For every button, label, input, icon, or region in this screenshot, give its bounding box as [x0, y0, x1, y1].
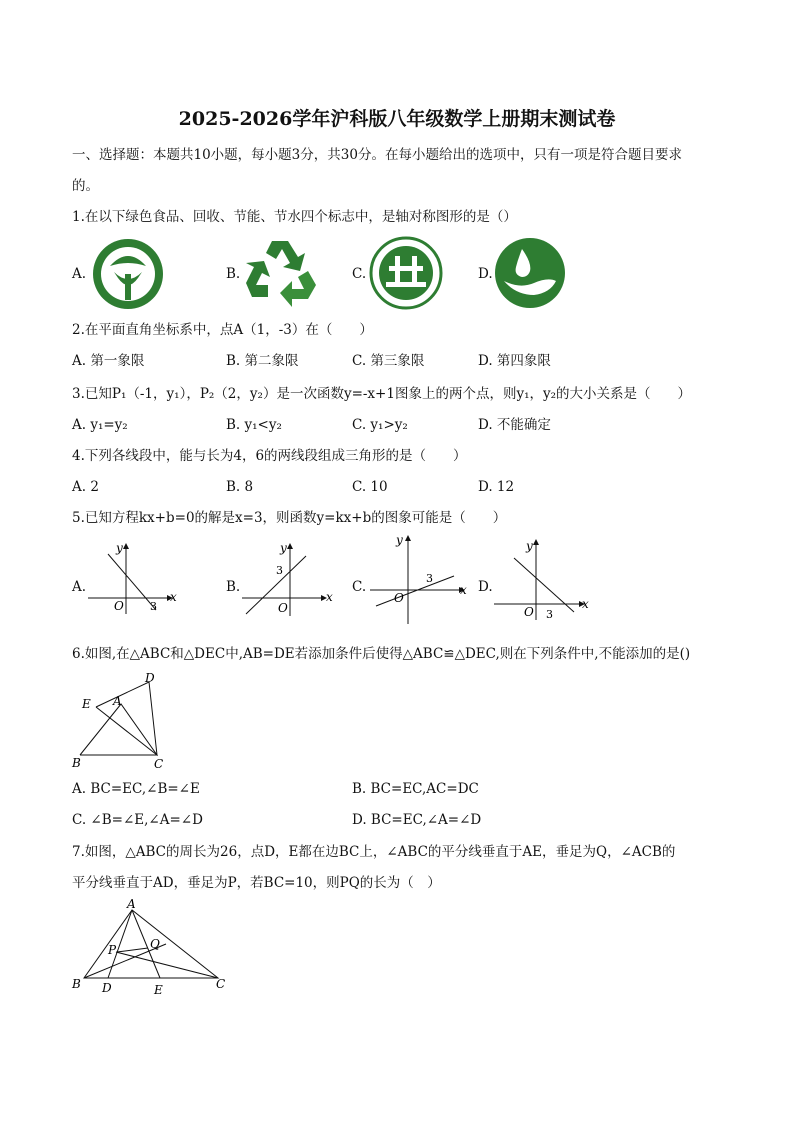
q2-stem: 2.在平面直角坐标系中，点A（1，-3）在（ ）: [72, 322, 373, 338]
section-heading-line1: 一、选择题：本题共10小题，每小题3分，共30分。在每小题给出的选项中，只有一项是符合题目要求: [72, 147, 682, 163]
q3-option-d: D. 不能确定: [478, 417, 551, 433]
q4-option-a: A. 2: [72, 479, 99, 495]
q7-point-c: C: [216, 977, 226, 991]
q7-point-e: E: [154, 983, 163, 997]
q5c-mark: 3: [426, 572, 433, 585]
energy-saving-logo-icon: [369, 236, 443, 310]
q3-option-c: C. y₁>y₂: [352, 417, 408, 433]
q6-point-b: B: [72, 756, 81, 770]
q4-option-c: C. 10: [352, 479, 388, 495]
q7-point-b: B: [72, 977, 81, 991]
q2-option-c: C. 第三象限: [352, 353, 425, 369]
q5b-y-label: y: [280, 541, 287, 555]
section-heading-line2: 的。: [72, 178, 99, 194]
q5-label-b: B.: [226, 579, 241, 595]
q7-figure: [70, 896, 236, 1000]
q7-stem-line1: 7.如图，△ABC的周长为26，点D，E都在边BC上，∠ABC的平分线垂直于AE，垂足为Q，∠ACB的: [72, 844, 676, 860]
q6-option-b: B. BC=EC,AC=DC: [352, 781, 479, 797]
q5a-origin: O: [114, 599, 124, 613]
q5d-y-label: y: [526, 539, 533, 553]
page-title: 2025-2026学年沪科版八年级数学上册期末测试卷: [178, 108, 616, 130]
q5d-origin: O: [524, 605, 534, 619]
q2-option-a: A. 第一象限: [72, 353, 145, 369]
water-saving-logo-icon: [494, 237, 566, 309]
q1-label-a: A.: [72, 266, 87, 282]
q1-label-c: C.: [352, 266, 367, 282]
q5-graph-d: [492, 536, 592, 622]
q1-label-d: D.: [478, 266, 493, 282]
q5b-x-label: x: [326, 590, 333, 604]
q6-option-a: A. BC=EC,∠B=∠E: [72, 781, 200, 797]
q3-option-a: A. y₁=y₂: [72, 417, 128, 433]
q6-point-a: A: [113, 694, 122, 708]
q7-stem-line2: 平分线垂直于AD，垂足为P，若BC=10，则PQ的长为（ ）: [72, 875, 441, 891]
q4-option-d: D. 12: [478, 479, 515, 495]
q1-stem: 1.在以下绿色食品、回收、节能、节水四个标志中，是轴对称图形的是（）: [72, 209, 517, 225]
q3-stem: 3.已知P₁（-1，y₁），P₂（2，y₂）是一次函数y=-x+1图象上的两个点，则y₁，y₂的大小关系是（ ）: [72, 386, 692, 402]
q5-label-d: D.: [478, 579, 493, 595]
q5a-mark: 3: [150, 600, 157, 613]
q6-stem: 6.如图,在△ABC和△DEC中,AB=DE若添加条件后使得△ABC≌△DEC,则在下列条件中,不能添加的是(): [72, 646, 691, 662]
q6-point-e: E: [82, 697, 91, 711]
q6-point-d: D: [145, 671, 155, 685]
q7-point-a: A: [127, 897, 136, 911]
green-food-logo-icon: [92, 238, 164, 310]
q5-graph-c: [368, 530, 472, 626]
q5a-y-label: y: [116, 541, 123, 555]
q7-point-d: D: [102, 981, 112, 995]
q5-stem: 5.已知方程kx+b=0的解是x=3，则函数y=kx+b的图象可能是（ ）: [72, 510, 507, 526]
q7-point-q: Q: [150, 937, 160, 951]
q6-option-c: C. ∠B=∠E,∠A=∠D: [72, 812, 203, 828]
q2-option-d: D. 第四象限: [478, 353, 551, 369]
q5-label-c: C.: [352, 579, 367, 595]
q1-label-b: B.: [226, 266, 241, 282]
q5d-x-label: x: [582, 597, 589, 611]
q6-figure: [70, 670, 180, 770]
q5b-origin: O: [278, 601, 288, 615]
q5-graph-a: [86, 538, 182, 618]
q5d-mark: 3: [546, 608, 553, 621]
q5c-x-label: x: [460, 583, 467, 597]
q6-point-c: C: [154, 757, 164, 770]
q5c-y-label: y: [396, 533, 403, 547]
q4-option-b: B. 8: [226, 479, 254, 495]
q2-option-b: B. 第二象限: [226, 353, 299, 369]
q6-option-d: D. BC=EC,∠A=∠D: [352, 812, 482, 828]
q5c-origin: O: [394, 591, 404, 605]
q3-option-b: B. y₁<y₂: [226, 417, 282, 433]
q4-stem: 4.下列各线段中，能与长为4，6的两线段组成三角形的是（ ）: [72, 448, 467, 464]
q5-label-a: A.: [72, 579, 87, 595]
q7-point-p: P: [108, 943, 117, 957]
recycle-logo-icon: [242, 237, 318, 309]
q5a-x-label: x: [170, 590, 177, 604]
q5-graph-b: [240, 538, 336, 618]
q5b-mark: 3: [276, 564, 283, 577]
